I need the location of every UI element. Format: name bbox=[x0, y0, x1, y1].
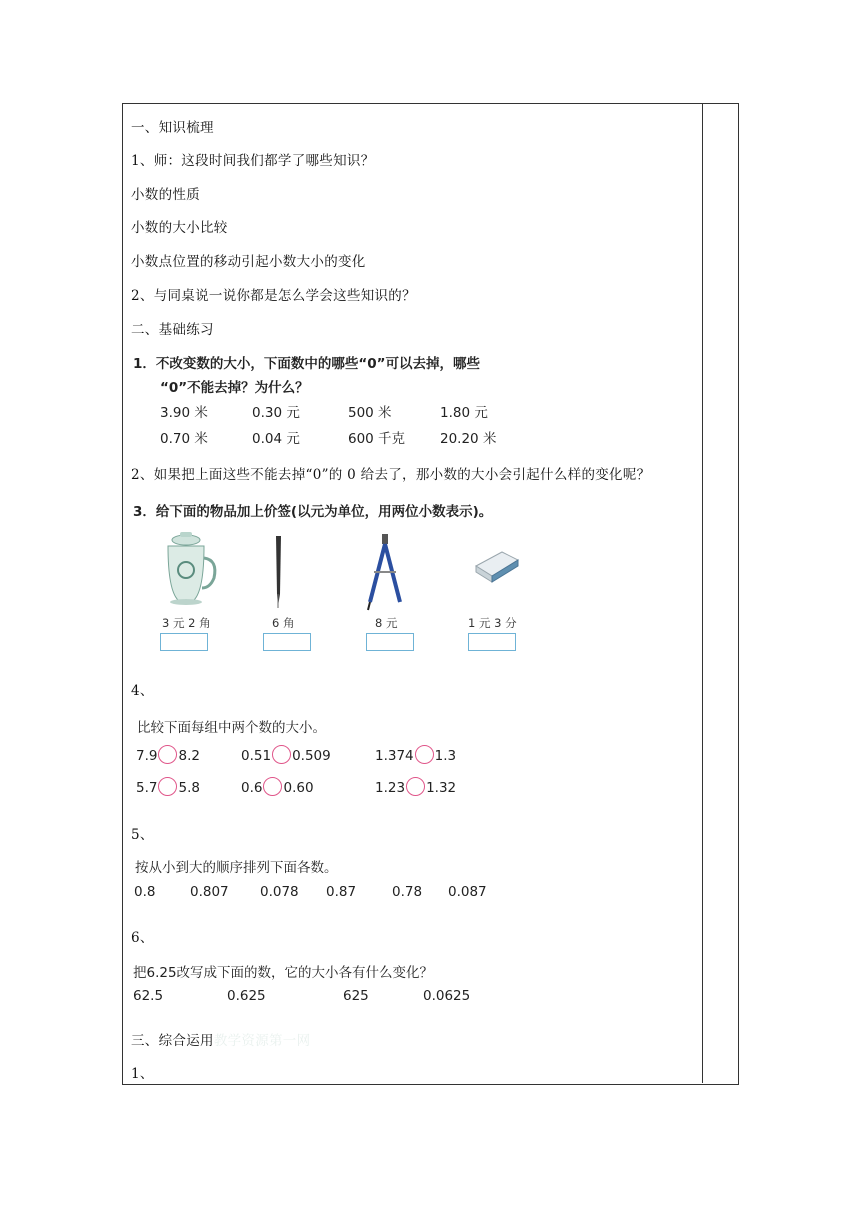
exercise4-row1 bbox=[136, 745, 496, 767]
pen-icon bbox=[268, 534, 288, 614]
cmp-r2-a1: 5.7 bbox=[136, 780, 158, 796]
cmp-r1-a3: 1.374 bbox=[375, 748, 414, 764]
compare-circle[interactable] bbox=[415, 745, 434, 764]
ex5-num-3: 0.078 bbox=[260, 884, 299, 900]
cmp-r1-a2: 0.51 bbox=[241, 748, 272, 764]
exercise4-row2 bbox=[136, 777, 496, 799]
question4-label: 4、 bbox=[131, 683, 154, 699]
cmp-r2-b2: 0.60 bbox=[283, 780, 314, 796]
section3-heading-text: 三、综合运用 bbox=[131, 1033, 214, 1049]
compare-circle[interactable] bbox=[406, 777, 425, 796]
topic-1: 小数的性质 bbox=[131, 187, 200, 203]
question5-label: 5、 bbox=[131, 827, 154, 843]
ex1-r2-c2: 0.04 元 bbox=[252, 431, 300, 447]
exercise1-title2: “0”不能去掉？为什么？ bbox=[160, 380, 309, 396]
cmp-r2-a2: 0.6 bbox=[241, 780, 263, 796]
watermark-text: 教学资源第一网 bbox=[213, 1033, 311, 1049]
ex1-r1-c2: 0.30 元 bbox=[252, 405, 300, 421]
cmp-r1-b2: 0.509 bbox=[292, 748, 331, 764]
exercise3-title: 3．给下面的物品加上价签(以元为单位，用两位小数表示)。 bbox=[133, 504, 493, 520]
ex6-num-2: 0.625 bbox=[227, 988, 266, 1004]
topic-2: 小数的大小比较 bbox=[131, 220, 228, 236]
ex1-r1-c4: 1.80 元 bbox=[440, 405, 488, 421]
ex6-num-3: 625 bbox=[343, 988, 369, 1004]
notes-column bbox=[702, 103, 737, 1083]
section1-heading: 一、知识梳理 bbox=[131, 120, 214, 136]
exercise5-title: 按从小到大的顺序排列下面各数。 bbox=[135, 860, 338, 876]
price-box-eraser[interactable] bbox=[468, 633, 516, 651]
item-label-cup: 3 元 2 角 bbox=[162, 616, 211, 630]
item-label-compass: 8 元 bbox=[375, 616, 398, 630]
exercise6-title: 把6.25改写成下面的数，它的大小各有什么变化？ bbox=[133, 965, 434, 981]
item-label-pen: 6 角 bbox=[272, 616, 295, 630]
compare-circle[interactable] bbox=[272, 745, 291, 764]
item-label-eraser: 1 元 3 分 bbox=[468, 616, 517, 630]
ex1-r1-c1: 3.90 米 bbox=[160, 405, 208, 421]
exercise1-title: 1．不改变数的大小，下面数中的哪些“0”可以去掉，哪些 bbox=[133, 356, 481, 372]
eraser-icon bbox=[472, 548, 522, 584]
price-box-cup[interactable] bbox=[160, 633, 208, 651]
compare-circle[interactable] bbox=[263, 777, 282, 796]
cmp-r2-a3: 1.23 bbox=[375, 780, 406, 796]
cmp-r2-b3: 1.32 bbox=[426, 780, 457, 796]
section1-q2: 2、与同桌说一说你都是怎么学会这些知识的？ bbox=[131, 288, 416, 304]
cmp-r1-b3: 1.3 bbox=[434, 748, 457, 764]
price-box-compass[interactable] bbox=[366, 633, 414, 651]
cmp-r1-a1: 7.9 bbox=[136, 748, 158, 764]
ex5-num-4: 0.87 bbox=[326, 884, 357, 900]
compare-circle[interactable] bbox=[158, 745, 177, 764]
ex1-r2-c3: 600 千克 bbox=[348, 431, 406, 447]
cmp-r2-b1: 5.8 bbox=[178, 780, 200, 796]
tea-cup-icon bbox=[158, 530, 220, 608]
ex5-num-6: 0.087 bbox=[448, 884, 487, 900]
ex6-num-1: 62.5 bbox=[133, 988, 164, 1004]
exercise4-title: 比较下面每组中两个数的大小。 bbox=[137, 720, 326, 736]
ex6-num-4: 0.0625 bbox=[423, 988, 471, 1004]
topic-3: 小数点位置的移动引起小数大小的变化 bbox=[131, 254, 366, 270]
ex5-num-5: 0.78 bbox=[392, 884, 423, 900]
ex5-num-2: 0.807 bbox=[190, 884, 229, 900]
section2-heading: 二、基础练习 bbox=[131, 322, 214, 338]
ex1-r2-c4: 20.20 米 bbox=[440, 431, 497, 447]
question6-label: 6、 bbox=[131, 930, 154, 946]
section3-q1: 1、 bbox=[131, 1066, 154, 1082]
compare-circle[interactable] bbox=[158, 777, 177, 796]
section2-q2: 2、如果把上面这些不能去掉“0”的 0 给去了，那小数的大小会引起什么样的变化呢？ bbox=[131, 467, 651, 483]
section1-q1: 1、师：这段时间我们都学了哪些知识？ bbox=[131, 153, 375, 169]
compass-icon bbox=[360, 532, 410, 612]
cmp-r1-b1: 8.2 bbox=[178, 748, 200, 764]
ex1-r2-c1: 0.70 米 bbox=[160, 431, 208, 447]
ex5-num-1: 0.8 bbox=[134, 884, 156, 900]
ex1-r1-c3: 500 米 bbox=[348, 405, 392, 421]
price-box-pen[interactable] bbox=[263, 633, 311, 651]
section3-heading bbox=[131, 1029, 310, 1049]
